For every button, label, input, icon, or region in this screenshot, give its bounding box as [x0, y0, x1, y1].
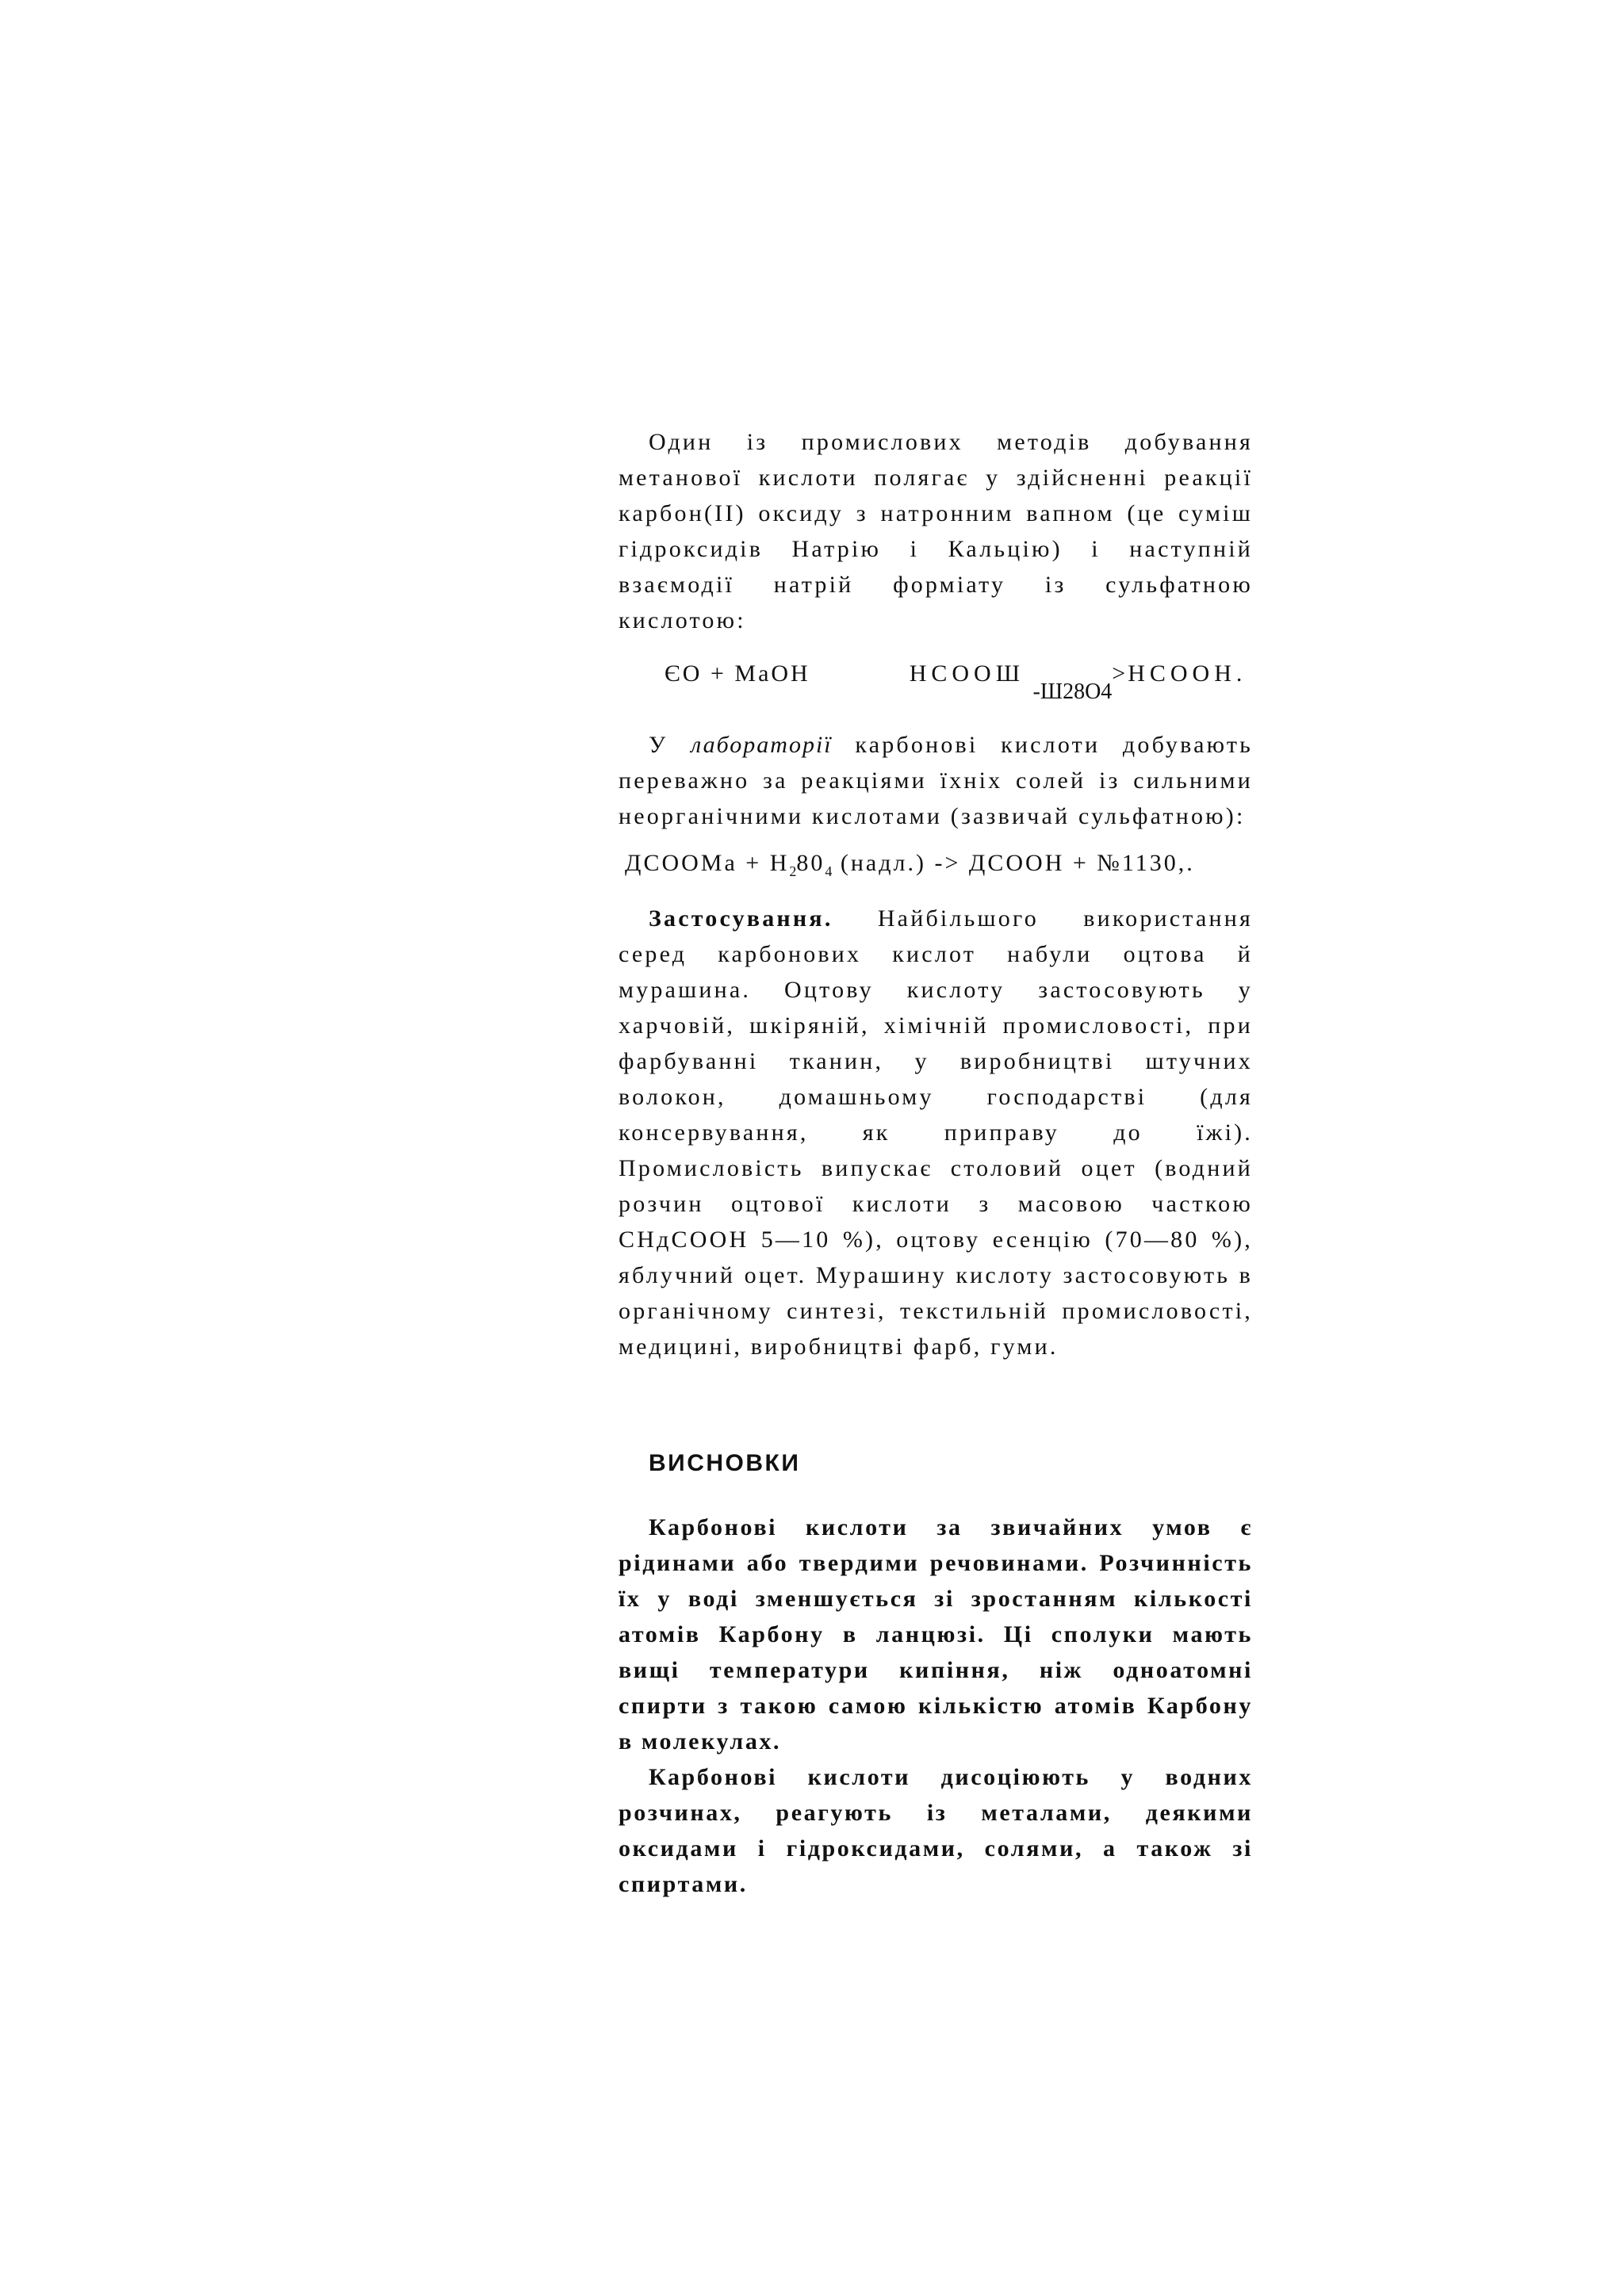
formula-2-part3: (надл.) -> ДСООН + №1130,. — [840, 850, 1195, 876]
lab-paragraph-italic: лабораторії — [691, 732, 833, 758]
formula-1-left: ЄО + МаОН — [665, 660, 810, 687]
conclusion-paragraph-1: Карбонові кислоти за звичайних умов є рідинами або твердими речовинами. Розчинність їх у воді зменшується зі зростанням кількості атомів Карбону в ланцюзі. Ці сполуки мають вищі температури кипіння, ніж одноатомні спирти з такою самою кількістю атомів Карбону в молекулах. — [619, 1514, 1253, 1755]
formula-sodium-formate — [619, 656, 1253, 710]
lab-paragraph-start: У — [649, 732, 668, 758]
formula-2-sub2: 4 — [825, 863, 833, 879]
formula-1-right: НСООН. — [1128, 660, 1247, 687]
formula-2-part1: ДСООМа + Н — [625, 850, 790, 876]
formula-1-arrow: > — [1112, 660, 1128, 687]
conclusion-paragraph-2: Карбонові кислоти дисоціюють у водних розчинах, реагують із металами, деякими оксидами і гідроксидами, солями, а також зі спиртами. — [619, 1764, 1253, 1897]
formula-acid-displacement — [619, 845, 1253, 890]
usage-paragraph — [619, 901, 1253, 1364]
formula-2-part2: 80 — [796, 850, 825, 876]
lab-paragraph-rest: карбонові кислоти добувають переважно за реакціями їхніх солей із сильними неорганічними кислотами (зазвичай сульфатною): — [619, 732, 1254, 829]
lab-paragraph — [619, 727, 1253, 834]
conclusions-heading: ВИСНОВКИ — [649, 1450, 801, 1476]
formula-1-middle: НСООШ — [909, 660, 1025, 687]
usage-paragraph-heading: Застосування. — [649, 905, 833, 932]
intro-paragraph: Один із промислових методів добування метанової кислоти полягає у здійсненні реакції карбон(II) оксиду з натронним вапном (це суміш гідроксидів Натрію і Кальцію) і наступній взаємодії натрій форміату із сульфатною кислотою: — [619, 429, 1253, 633]
text-column — [619, 424, 1253, 1902]
formula-1-subscript: -Ш28О4 — [1032, 679, 1113, 704]
usage-paragraph-rest: Найбільшого використання серед карбонових кислот набули оцтова й мурашина. Оцтову кислоту застосовують у харчовій, шкіряній, хімічній промисловості, при фарбуванні тканин, у виробництві штучних волокон, домашньому господарстві (для консервування, як приправу до їжі). Промисловість випускає столовий оцет (водний розчин оцтової кислоти з масовою часткою СНдСООН 5—10 %), оцтову есенцію (70—80 %), яблучний оцет. Мурашину кислоту застосовують в органічному синтезі, текстильній промисловості, медицині, виробництві фарб, гуми. — [619, 905, 1253, 1360]
formula-2-sub1: 2 — [789, 863, 797, 879]
